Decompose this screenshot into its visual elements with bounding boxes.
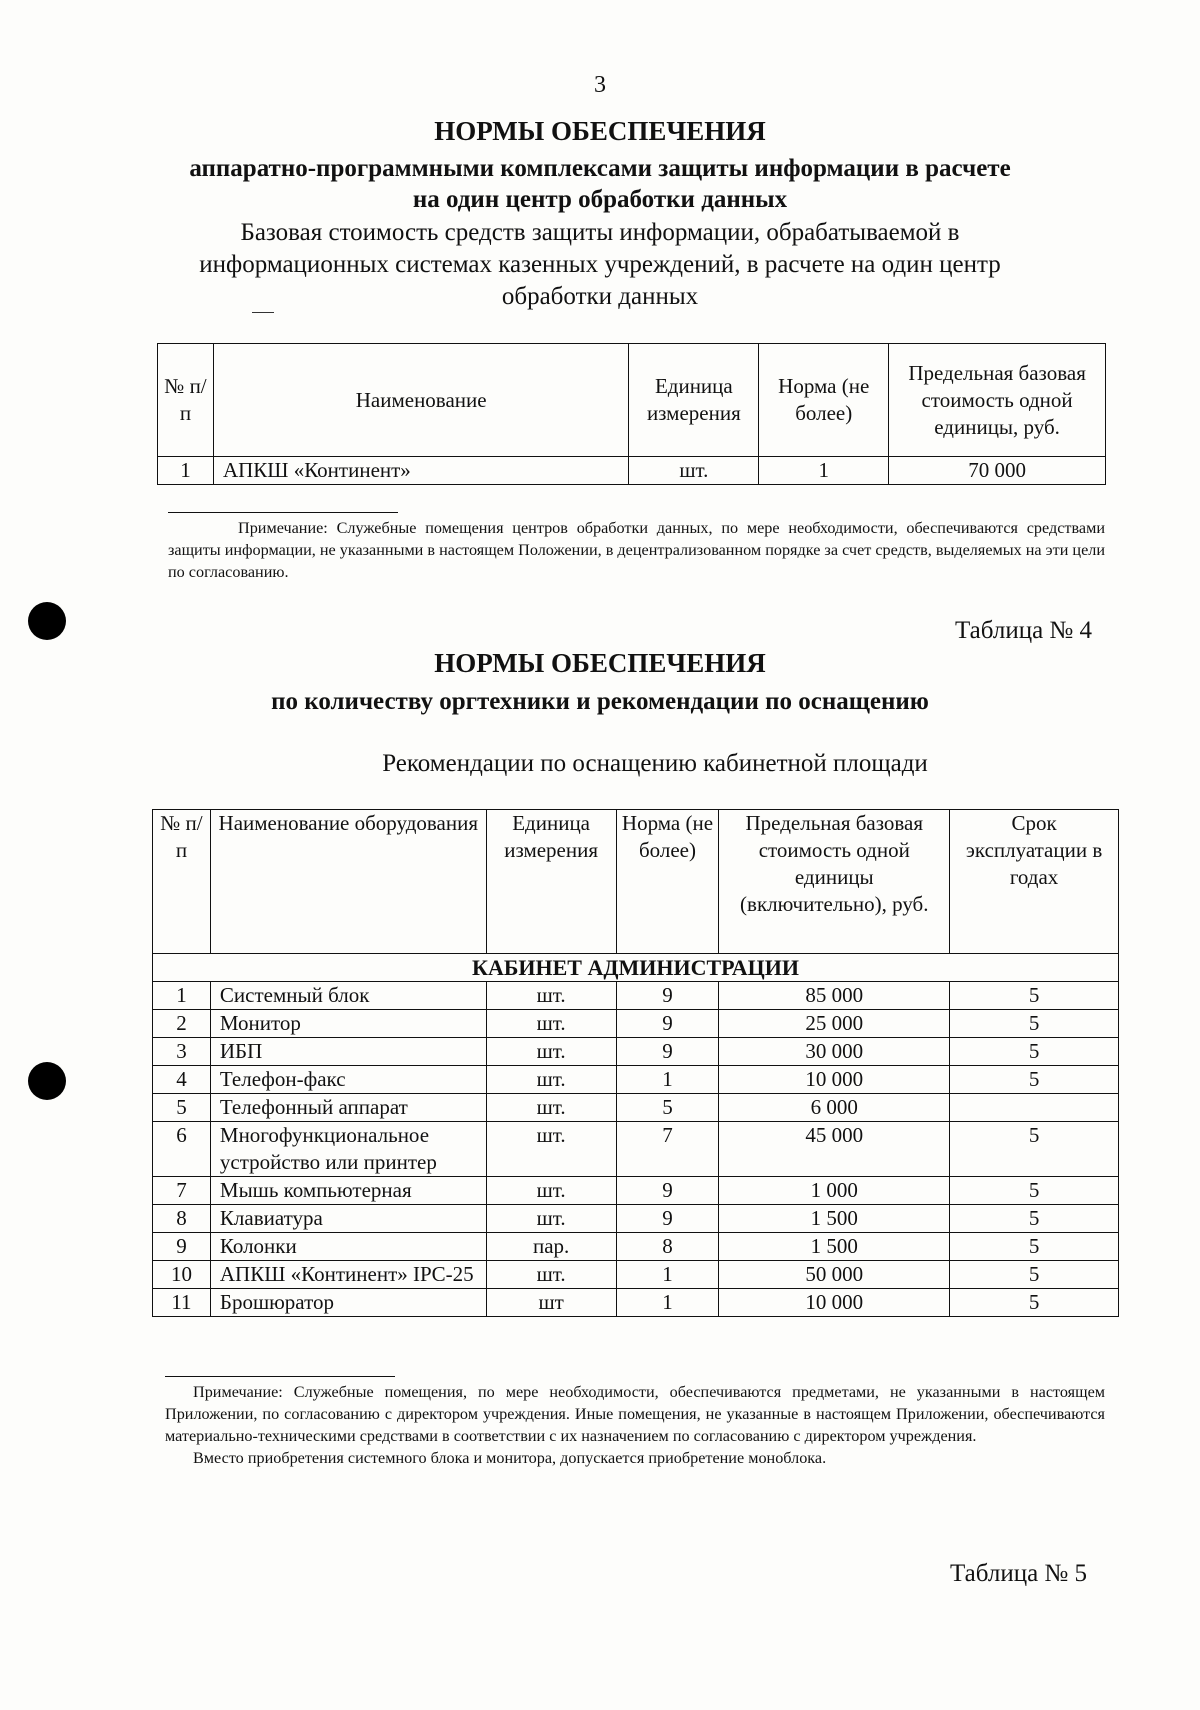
table-row	[153, 1233, 1119, 1261]
cell-num: 2	[153, 1010, 211, 1038]
cell-name: Системный блок	[210, 982, 486, 1010]
cell-unit: пар.	[486, 1233, 616, 1261]
cell-num: 11	[153, 1289, 211, 1317]
cell-num: 7	[153, 1177, 211, 1205]
cell-term: 5	[950, 1233, 1119, 1261]
cell-name: Многофункциональное устройство или принтер	[210, 1122, 486, 1177]
punch-hole	[28, 602, 66, 640]
cell-name: Клавиатура	[210, 1205, 486, 1233]
table4-label: Таблица № 4	[955, 617, 1093, 644]
table-row	[153, 1261, 1119, 1289]
cell-norm: 5	[616, 1094, 719, 1122]
cell-cost: 45 000	[719, 1122, 950, 1177]
cell-unit: шт.	[486, 1205, 616, 1233]
section1-caption-line1: Базовая стоимость средств защиты информации, обрабатываемой в	[240, 219, 960, 246]
cell-norm: 1	[759, 457, 889, 485]
cell-cost: 50 000	[719, 1261, 950, 1289]
table5-label: Таблица № 5	[950, 1560, 1088, 1587]
cell-norm: 7	[616, 1122, 719, 1177]
section1-subtitle	[170, 153, 1030, 215]
cell-num: 1	[158, 457, 214, 485]
section2-note-paragraph2: Вместо приобретения системного блока и монитора, допускается приобретение моноблока.	[193, 1449, 827, 1467]
section2-caption: Рекомендации по оснащению кабинетной площади	[382, 750, 928, 777]
cell-cost: 85 000	[719, 982, 950, 1010]
protection-norms-table	[157, 343, 1106, 485]
cell-num: 3	[153, 1038, 211, 1066]
cell-unit: шт.	[486, 1122, 616, 1177]
cell-norm: 9	[616, 982, 719, 1010]
table-header-row	[158, 344, 1106, 457]
cell-cost: 1 000	[719, 1177, 950, 1205]
cell-term: 5	[950, 1010, 1119, 1038]
cell-term: 5	[950, 1122, 1119, 1177]
table-row	[153, 1205, 1119, 1233]
cell-cost: 30 000	[719, 1038, 950, 1066]
header-norm: Норма (не более)	[759, 344, 889, 457]
section1-caption	[170, 217, 1030, 313]
equipment-norms-table	[152, 809, 1119, 1317]
header-name: Наименование	[213, 344, 628, 457]
cell-num: 4	[153, 1066, 211, 1094]
cell-term	[950, 1094, 1119, 1122]
section2-title: НОРМЫ ОБЕСПЕЧЕНИЯ	[434, 648, 766, 678]
header-name: Наименование оборудования	[210, 810, 486, 954]
header-term: Срок эксплуатации в годах	[950, 810, 1119, 954]
cell-norm: 1	[616, 1289, 719, 1317]
cell-unit: шт	[486, 1289, 616, 1317]
table-row	[153, 1289, 1119, 1317]
footnote-rule	[168, 512, 398, 513]
cell-unit: шт.	[486, 1177, 616, 1205]
section-row	[153, 954, 1119, 982]
page-number: 3	[594, 72, 606, 98]
cell-num: 1	[153, 982, 211, 1010]
cell-cost: 10 000	[719, 1289, 950, 1317]
cell-name: Телефон-факс	[210, 1066, 486, 1094]
cell-num: 8	[153, 1205, 211, 1233]
header-unit: Единица измерения	[486, 810, 616, 954]
cell-num: 6	[153, 1122, 211, 1177]
section2-note	[165, 1381, 1105, 1469]
cell-name: АПКШ «Континент»	[213, 457, 628, 485]
table-row	[153, 1177, 1119, 1205]
cell-term: 5	[950, 1177, 1119, 1205]
cell-term: 5	[950, 1205, 1119, 1233]
cell-cost: 1 500	[719, 1205, 950, 1233]
cell-cost: 6 000	[719, 1094, 950, 1122]
table-row	[153, 1010, 1119, 1038]
header-num: № п/п	[158, 344, 214, 457]
section1-subtitle-line1: аппаратно-программными комплексами защиты информации в расчете	[189, 155, 1011, 182]
cell-unit: шт.	[486, 1094, 616, 1122]
cell-name: Мышь компьютерная	[210, 1177, 486, 1205]
cell-cost: 1 500	[719, 1233, 950, 1261]
header-cost: Предельная базовая стоимость одной единицы (включительно), руб.	[719, 810, 950, 954]
table-row	[153, 1122, 1119, 1177]
cell-norm: 1	[616, 1261, 719, 1289]
cell-norm: 9	[616, 1038, 719, 1066]
table-row	[153, 982, 1119, 1010]
cell-term: 5	[950, 1038, 1119, 1066]
stray-mark	[252, 312, 274, 313]
cell-name: ИБП	[210, 1038, 486, 1066]
cell-term: 5	[950, 1066, 1119, 1094]
cell-unit: шт.	[629, 457, 759, 485]
table-row	[153, 1066, 1119, 1094]
cell-norm: 8	[616, 1233, 719, 1261]
cell-name: АПКШ «Континент» IPC-25	[210, 1261, 486, 1289]
cell-unit: шт.	[486, 1261, 616, 1289]
section1-subtitle-line2: на один центр обработки данных	[412, 186, 788, 213]
punch-hole	[28, 1062, 66, 1100]
table-row	[153, 1038, 1119, 1066]
header-num: № п/п	[153, 810, 211, 954]
cell-num: 10	[153, 1261, 211, 1289]
section2-subtitle: по количеству оргтехники и рекомендации по оснащению	[271, 688, 929, 715]
section1-caption-line3: обработки данных	[501, 283, 699, 310]
table-row	[158, 457, 1106, 485]
cell-unit: шт.	[486, 1038, 616, 1066]
section1-note-text: Примечание: Служебные помещения центров обработки данных, по мере необходимости, обеспечиваются средствами защиты информации, не указанными в настоящем Положении, в децентрализованном порядке за счет средств, выделяемых на эти цели по согласованию.	[168, 519, 1105, 581]
cell-unit: шт.	[486, 1066, 616, 1094]
cell-name: Телефонный аппарат	[210, 1094, 486, 1122]
cell-term: 5	[950, 1289, 1119, 1317]
equipment-rows	[153, 982, 1119, 1317]
section-row-label: КАБИНЕТ АДМИНИСТРАЦИИ	[153, 954, 1119, 982]
header-unit: Единица измерения	[629, 344, 759, 457]
header-norm: Норма (не более)	[616, 810, 719, 954]
cell-cost: 25 000	[719, 1010, 950, 1038]
section1-title: НОРМЫ ОБЕСПЕЧЕНИЯ	[434, 116, 766, 146]
table-header-row	[153, 810, 1119, 954]
cell-name: Брошюратор	[210, 1289, 486, 1317]
cell-norm: 9	[616, 1205, 719, 1233]
cell-cost: 70 000	[889, 457, 1106, 485]
section1-note	[168, 517, 1105, 583]
cell-num: 9	[153, 1233, 211, 1261]
cell-num: 5	[153, 1094, 211, 1122]
header-cost: Предельная базовая стоимость одной единицы, руб.	[889, 344, 1106, 457]
cell-name: Монитор	[210, 1010, 486, 1038]
cell-norm: 9	[616, 1010, 719, 1038]
cell-term: 5	[950, 1261, 1119, 1289]
cell-norm: 1	[616, 1066, 719, 1094]
cell-name: Колонки	[210, 1233, 486, 1261]
cell-term: 5	[950, 982, 1119, 1010]
cell-norm: 9	[616, 1177, 719, 1205]
cell-unit: шт.	[486, 1010, 616, 1038]
footnote-rule	[165, 1376, 395, 1377]
cell-cost: 10 000	[719, 1066, 950, 1094]
table-row	[153, 1094, 1119, 1122]
section1-caption-line2: информационных системах казенных учреждений, в расчете на один центр	[199, 251, 1001, 278]
cell-unit: шт.	[486, 982, 616, 1010]
section2-note-paragraph1: Примечание: Служебные помещения, по мере необходимости, обеспечиваются предметами, не указанными в настоящем Приложении, по согласованию с директором учреждения. Иные помещения, не указанные в настоящем Приложении, обеспечиваются материально-техническими средствами в соответствии с их назначением по согласованию с директором учреждения.	[165, 1383, 1105, 1445]
